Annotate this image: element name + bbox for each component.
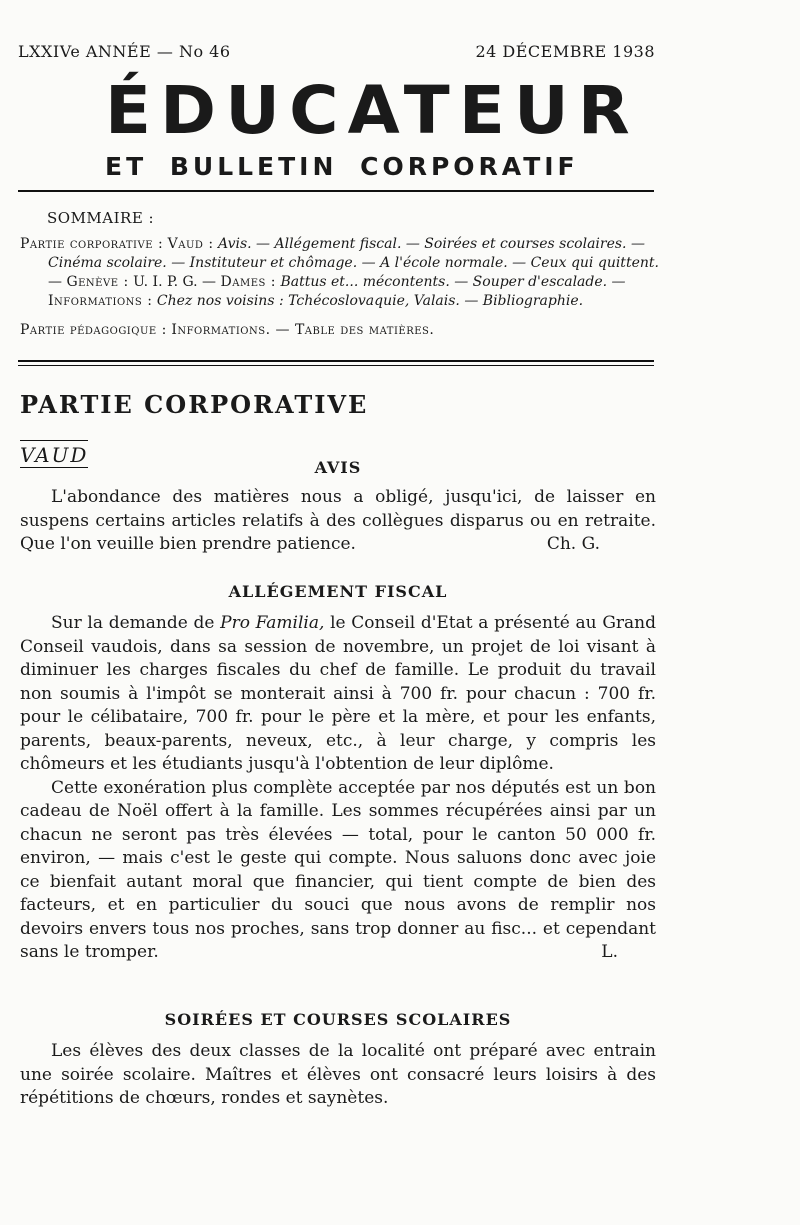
toc-items: Informations. — Table des matières. <box>171 322 435 338</box>
toc-label: Vaud : <box>167 236 214 252</box>
article-soirees <box>20 1040 656 1111</box>
toc-label: Partie corporative : <box>20 236 164 252</box>
article-heading-soirees: SOIRÉES ET COURSES SCOLAIRES <box>164 1010 512 1029</box>
table-of-contents <box>20 235 660 340</box>
toc-corporative: Partie corporative : Vaud : Avis. — Allégement fiscal. — Soirées et courses scolaires. — Cinéma scolaire. — Instituteur et chômage. — A l'école normale. — Ceux qui quittent. — Genève : U. I. P. G. — Dames : Battus et... mécontents. — Souper d'escalade. — Informations : Chez nos voisins : Tchécoslovaquie, Valais. — Bibliographie. <box>20 236 659 309</box>
divider <box>18 360 654 362</box>
toc-items: Chez nos voisins : Tchécoslovaquie, Valais. — Bibliographie. <box>156 293 584 309</box>
divider <box>18 365 654 366</box>
article-allegement <box>20 612 656 965</box>
toc-pedagogique <box>20 321 660 340</box>
toc-label: Informations : <box>48 293 153 309</box>
issue-date: 24 DÉCEMBRE 1938 <box>475 42 655 61</box>
divider <box>18 190 654 192</box>
masthead-subtitle: ET BULLETIN CORPORATIF <box>105 152 579 181</box>
article-paragraph: Cette exonération plus complète acceptée par nos députés est un bon cadeau de Noël offert à la famille. Les sommes récupérées ainsi par un chacun ne seront pas très élevées — total, pour le canton 50 000 fr. environ, — mais c'est le geste qui compte. Nous saluons donc avec joie ce bienfait autant moral que financier, qui tient compte de bien des facteurs, et en particulier du souci que nous avons de remplir nos devoirs envers tous nos proches, sans trop donner au fisc... et cependant sans le tromper. L. <box>20 777 656 965</box>
article-paragraph: L'abondance des matières nous a obligé, jusqu'ici, de laisser en suspens certains articles relatifs à des collègues disparus ou en retraite. Que l'on veuille bien prendre patience. Ch. G. <box>20 486 656 557</box>
organization-name: Pro Familia, <box>220 613 325 633</box>
section-title: PARTIE CORPORATIVE <box>20 390 369 419</box>
masthead-title: ÉDUCATEUR <box>105 72 639 149</box>
article-heading-allegement: ALLÉGEMENT FISCAL <box>228 582 448 601</box>
article-signature: Ch. G. <box>546 534 600 554</box>
toc-label: Dames : <box>220 274 277 290</box>
toc-items: Battus et... mécontents. — Souper d'escalade. — <box>280 274 626 290</box>
article-signature: L. <box>601 942 618 962</box>
article-heading-avis: AVIS <box>314 458 362 477</box>
issue-line <box>18 42 655 61</box>
toc-items: Avis. — Allégement fiscal. — Soirées et courses scolaires. — Cinéma scolaire. — Instituteur et chômage. — A l'école normale. — Ceux qui quittent. <box>48 236 659 271</box>
sommaire-title: SOMMAIRE : <box>47 209 155 227</box>
article-avis <box>20 486 656 557</box>
article-paragraph: Sur la demande de Pro Familia, le Conseil d'Etat a présenté au Grand Conseil vaudois, dans sa session de novembre, un projet de loi visant à diminuer les charges fiscales du chef de famille. Le produit du travail non soumis à l'impôt se monterait ainsi à 700 fr. pour chacun : 700 fr. pour le célibataire, 700 fr. pour le père et la mère, et pour les enfants, parents, beaux-parents, neveux, etc., à leur charge, y compris les chômeurs et les étudiants jusqu'à l'obtention de leur diplôme. <box>20 613 656 774</box>
issue-number: LXXIVe ANNÉE — No 46 <box>18 42 231 61</box>
article-paragraph: Les élèves des deux classes de la localité ont préparé avec entrain une soirée scolaire. Maîtres et élèves ont consacré leurs loisirs à des répétitions de chœurs, rondes et saynètes. <box>20 1041 656 1108</box>
toc-items: U. I. P. G. — <box>133 274 217 290</box>
toc-label: Genève : <box>66 274 129 290</box>
toc-label: Partie pédagogique : <box>20 322 167 338</box>
canton-label: VAUD <box>20 440 88 468</box>
